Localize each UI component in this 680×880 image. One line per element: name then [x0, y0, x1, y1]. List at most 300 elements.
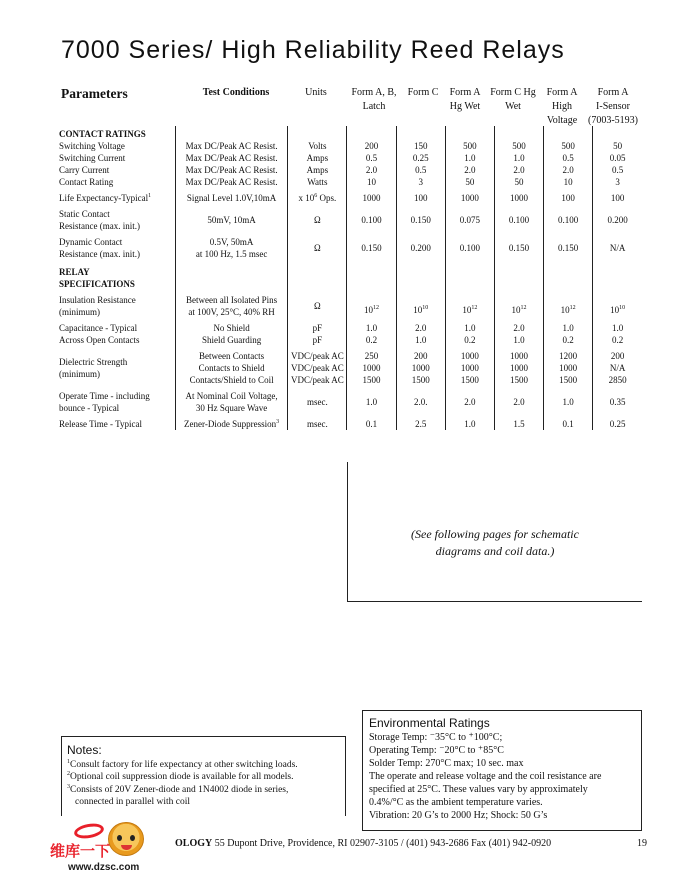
cell-line: 0.5 — [415, 165, 427, 175]
empty-cell — [593, 126, 642, 140]
cell-line: (minimum) — [59, 307, 100, 317]
unit-cell — [288, 418, 347, 430]
unit-cell — [288, 350, 347, 386]
cell-line: 0.25 — [609, 419, 626, 429]
value-cell — [544, 418, 593, 430]
value-cell — [347, 236, 396, 260]
cell-line: Ω — [314, 243, 321, 253]
cell-line: pF — [312, 335, 323, 345]
cell-line: 1000 — [411, 363, 430, 373]
value-exponent: 12 — [569, 305, 576, 311]
cell-line: VDC/peak AC — [290, 363, 344, 373]
cell-line: Ω — [314, 301, 321, 311]
cell-line: Shield Guarding — [201, 335, 262, 345]
cell-line: 1000 — [362, 363, 381, 373]
cell-line: 100 — [561, 193, 575, 203]
empty-cell — [288, 126, 347, 140]
parameters-header: Parameters — [61, 86, 128, 101]
value-cell — [544, 152, 593, 164]
table-row — [59, 208, 642, 232]
cell-line: 250 — [364, 351, 379, 361]
cell-line: Resistance (max. init.) — [59, 221, 140, 231]
value-cell — [593, 418, 642, 430]
value-cell — [544, 164, 593, 176]
cell-line: 200 — [610, 351, 625, 361]
section-title: CONTACT RATINGS — [59, 129, 146, 139]
env-line: specified at 25°C. These values vary by approximately — [369, 784, 588, 795]
empty-cell — [175, 126, 287, 140]
cell-line: 2850 — [608, 375, 627, 385]
cell-line: Max DC/Peak AC Resist. — [185, 165, 278, 175]
value-cell — [445, 152, 494, 164]
cell-line: 3 — [418, 177, 423, 187]
cell-line: 0.5V, 50mA — [209, 237, 254, 247]
header-line: Form C Hg — [490, 87, 536, 98]
value-cell — [347, 350, 396, 386]
cell-line: 0.2 — [365, 335, 378, 345]
footnote-marker: 3 — [276, 419, 280, 425]
cell-line: 1000 — [510, 351, 528, 361]
unit-cell — [288, 208, 347, 232]
value-cell — [445, 418, 494, 430]
cell-line: 1.0 — [562, 323, 574, 333]
note-item — [67, 759, 340, 772]
param-cell — [59, 294, 175, 318]
value-exponent: 12 — [373, 305, 380, 311]
value-cell — [445, 192, 494, 204]
unit-cell — [288, 164, 347, 176]
cell-line: 0.150 — [410, 215, 431, 225]
value-cell — [396, 176, 445, 188]
cell-line: 0.2 — [464, 335, 476, 345]
cell-line: 1.0 — [513, 153, 525, 163]
cell-line: 0.2 — [611, 335, 624, 345]
note-number: 2 — [67, 770, 70, 777]
cell-line: 10 — [367, 177, 377, 187]
value-cell — [396, 140, 445, 152]
cell-line: 50 — [514, 177, 524, 187]
value-cell — [396, 294, 445, 318]
environmental-title: Environmental Ratings — [369, 716, 490, 730]
section-title-line: RELAY — [59, 267, 90, 277]
cell-line: 0.150 — [508, 243, 530, 253]
unit-cell — [288, 236, 347, 260]
watermark-logo — [50, 822, 170, 878]
footer-address — [175, 838, 551, 849]
cell-line: Contact Rating — [59, 177, 114, 187]
env-line: Operating Temp: ⁻20°C to ⁺85°C — [369, 745, 504, 756]
cell-line: 0.150 — [361, 243, 382, 253]
header-line: I-Sensor — [596, 101, 630, 112]
empty-cell — [396, 126, 445, 140]
cell-line: Watts — [307, 177, 328, 187]
table-row — [59, 350, 642, 386]
cell-line: 1.0 — [513, 335, 525, 345]
cell-line: Across Open Contacts — [59, 335, 140, 345]
header-line: Form A — [546, 87, 578, 98]
param-cell — [59, 176, 175, 188]
value-cell — [347, 208, 396, 232]
empty-cell — [544, 126, 593, 140]
value-cell — [347, 152, 396, 164]
value-cell — [347, 390, 396, 414]
cell-line: 1000 — [510, 193, 528, 203]
cell-line: 0.2 — [562, 335, 574, 345]
param-cell — [59, 192, 175, 204]
empty-cell — [445, 126, 494, 140]
cell-line: 0.5 — [365, 153, 378, 163]
env-line: Storage Temp: ⁻35°C to ⁺100°C; — [369, 732, 503, 743]
cell-line: N/A — [609, 243, 626, 253]
env-line: Solder Temp: 270°C max; 10 sec. max — [369, 758, 524, 769]
cell-line: Switching Current — [59, 153, 126, 163]
header-line: (7003-5193) — [588, 115, 638, 126]
cell-line: at 100 Hz, 1.5 msec — [195, 249, 268, 259]
cell-line: 1.0 — [415, 335, 427, 345]
unit-cell — [288, 176, 347, 188]
footnote-marker: 1 — [148, 193, 152, 199]
value-cell — [396, 236, 445, 260]
value-cell — [593, 350, 642, 386]
cell-line: 2.0 — [513, 165, 525, 175]
cell-line: Static Contact — [59, 209, 110, 219]
empty-cell — [288, 264, 347, 290]
test-condition-cell — [175, 350, 287, 386]
value-cell — [494, 390, 543, 414]
watermark-chinese: 维库一下 — [50, 842, 111, 860]
unit-cell — [288, 192, 347, 204]
test-conditions-header: Test Conditions — [202, 87, 270, 98]
cell-line: 0.100 — [459, 243, 480, 253]
param-cell — [59, 390, 175, 414]
cell-line: N/A — [609, 363, 626, 373]
value-cell — [445, 390, 494, 414]
cell-line: 1.0 — [464, 153, 476, 163]
cell-line: 0.1 — [365, 419, 378, 429]
cell-line: 1000 — [559, 363, 578, 373]
cell-line: Contacts/Shield to Coil — [189, 375, 274, 385]
cell-line: (minimum) — [59, 369, 100, 379]
value-cell — [494, 140, 543, 152]
cell-line: 50 — [465, 177, 475, 187]
schematic-note-box — [347, 462, 642, 602]
header-line: Hg Wet — [449, 101, 481, 112]
cell-line: 0.25 — [412, 153, 429, 163]
cell-line: 0.5 — [611, 165, 624, 175]
cell-line: 0.05 — [609, 153, 626, 163]
cell-line: 2.0 — [464, 165, 476, 175]
empty-cell — [494, 264, 543, 290]
value-cell — [593, 322, 642, 346]
value-cell — [347, 140, 396, 152]
note-text: Consult factory for life expectancy at other switching loads. — [70, 759, 298, 770]
test-condition-cell — [175, 322, 287, 346]
test-condition-cell — [175, 152, 287, 164]
page-title: 7000 Series/ High Reliability Reed Relays — [61, 36, 565, 64]
value-cell — [593, 176, 642, 188]
value-cell — [494, 208, 543, 232]
cell-line: Amps — [306, 153, 329, 163]
value-cell — [347, 418, 396, 430]
cell-line: 2.0 — [513, 397, 525, 407]
header-line: Voltage — [546, 115, 578, 126]
value-exponent: 12 — [471, 305, 478, 311]
cell-line: 50mV, 10mA — [207, 215, 256, 225]
value-cell — [593, 294, 642, 318]
empty-cell — [347, 126, 396, 140]
cell-line: 0.100 — [558, 215, 579, 225]
cell-line: Release Time - Typical — [59, 419, 142, 429]
test-condition-cell — [175, 140, 287, 152]
cell-line: 0.100 — [361, 215, 382, 225]
value-cell — [445, 208, 494, 232]
cell-line: 0.150 — [558, 243, 579, 253]
value-cell — [593, 140, 642, 152]
cell-line: At Nominal Coil Voltage, — [185, 391, 278, 401]
cell-line: 0.075 — [459, 215, 480, 225]
cell-line: Carry Current — [59, 165, 110, 175]
value-cell — [494, 322, 543, 346]
value-cell — [445, 164, 494, 176]
schematic-note-line: (See following pages for schematic — [411, 527, 579, 541]
value-cell — [445, 350, 494, 386]
param-cell — [59, 350, 175, 386]
unit-text: Ops. — [317, 193, 337, 203]
value-cell — [494, 176, 543, 188]
param-cell — [59, 418, 175, 430]
value-exponent: 10 — [619, 305, 626, 311]
value-cell — [544, 192, 593, 204]
value-exponent: 12 — [520, 305, 527, 311]
empty-cell — [347, 264, 396, 290]
value-cell — [347, 322, 396, 346]
note-item — [67, 784, 340, 797]
table-row — [59, 418, 642, 430]
value-cell — [593, 236, 642, 260]
cell-line: Between all Isolated Pins — [185, 295, 278, 305]
header-line: Form A — [449, 87, 481, 98]
cell-line: VDC/peak AC — [290, 375, 344, 385]
cell-line: VDC/peak AC — [290, 351, 344, 361]
cell-line: 1500 — [411, 375, 430, 385]
table-row — [59, 164, 642, 176]
cell-line: 2.0. — [413, 397, 428, 407]
cell-line: 150 — [413, 141, 428, 151]
units-header: Units — [305, 87, 327, 98]
spec-table — [59, 126, 642, 430]
cell-line: 0.200 — [410, 243, 431, 253]
test-condition-text: Zener-Diode Suppression — [184, 419, 277, 429]
value-cell — [347, 192, 396, 204]
cell-line: 0.35 — [609, 397, 626, 407]
cell-line: Between Contacts — [198, 351, 265, 361]
cell-line: 1000 — [362, 193, 381, 203]
cell-line: Resistance (max. init.) — [59, 249, 140, 259]
cell-line: 0.1 — [562, 419, 574, 429]
cell-line: msec. — [306, 419, 328, 429]
header-line: Wet — [505, 101, 521, 112]
watermark-url: www.dzsc.com — [68, 862, 140, 873]
param-cell — [59, 140, 175, 152]
value-cell — [544, 140, 593, 152]
value-cell — [544, 236, 593, 260]
value-base: 10 — [364, 305, 374, 315]
value-cell — [396, 192, 445, 204]
value-cell — [347, 164, 396, 176]
cell-line: 50 — [613, 141, 623, 151]
test-condition-cell — [175, 390, 287, 414]
cell-line: 1000 — [460, 193, 479, 203]
cell-line: Contacts to Shield — [198, 363, 265, 373]
value-cell — [593, 208, 642, 232]
cell-line: 2.0 — [562, 165, 574, 175]
cell-line: 30 Hz Square Wave — [195, 403, 268, 413]
value-cell — [445, 140, 494, 152]
cell-line: 10 — [563, 177, 573, 187]
page-number: 19 — [637, 838, 647, 849]
section-row — [59, 126, 642, 140]
value-cell — [347, 294, 396, 318]
value-cell — [544, 294, 593, 318]
section-title-line: SPECIFICATIONS — [59, 279, 135, 289]
table-row — [59, 192, 642, 204]
cell-line: 2.5 — [415, 419, 427, 429]
cell-line: 2.0 — [415, 323, 427, 333]
cell-line: 0.100 — [508, 215, 530, 225]
cell-line: 500 — [512, 141, 526, 151]
table-row — [59, 176, 642, 188]
logo-ring-icon — [73, 822, 105, 841]
cell-line: 2.0 — [365, 165, 378, 175]
empty-cell — [593, 264, 642, 290]
value-cell — [396, 152, 445, 164]
unit-text: x 10 — [298, 193, 315, 203]
notes-box — [61, 736, 346, 816]
note-continuation: connected in parallel with coil — [75, 797, 191, 807]
cell-line: Dynamic Contact — [59, 237, 123, 247]
cell-line: 200 — [413, 351, 428, 361]
cell-line: Max DC/Peak AC Resist. — [185, 177, 278, 187]
value-cell — [347, 176, 396, 188]
cell-line: Max DC/Peak AC Resist. — [185, 141, 278, 151]
schematic-note — [348, 526, 642, 560]
note-text: Optional coil suppression diode is available for all models. — [70, 772, 294, 782]
header-line: Form C — [407, 87, 439, 98]
cell-line: 1000 — [460, 363, 479, 373]
table-row — [59, 236, 642, 260]
cell-line: 1500 — [362, 375, 381, 385]
empty-cell — [494, 126, 543, 140]
cell-line: Max DC/Peak AC Resist. — [185, 153, 278, 163]
unit-cell — [288, 140, 347, 152]
cell-line: 1.5 — [513, 419, 525, 429]
empty-cell — [445, 264, 494, 290]
cell-line: 1.0 — [464, 323, 476, 333]
value-cell — [494, 294, 543, 318]
value-cell — [396, 208, 445, 232]
cell-line: 100 — [413, 193, 428, 203]
value-cell — [494, 418, 543, 430]
param-cell — [59, 208, 175, 232]
cell-line: 1000 — [460, 351, 479, 361]
value-base: 10 — [462, 305, 472, 315]
col-form-a-high-voltage-header — [538, 86, 586, 128]
env-line: The operate and release voltage and the coil resistance are — [369, 771, 602, 782]
header-line: High — [552, 101, 572, 112]
value-cell — [494, 152, 543, 164]
cell-line: 200 — [364, 141, 379, 151]
value-base: 10 — [610, 305, 620, 315]
value-cell — [593, 152, 642, 164]
cell-line: No Shield — [213, 323, 250, 333]
value-cell — [445, 322, 494, 346]
cell-line: 1.0 — [611, 323, 624, 333]
header-line: Form A, B, — [351, 87, 397, 98]
cell-line: 1.0 — [562, 397, 574, 407]
value-cell — [396, 322, 445, 346]
test-condition-cell — [175, 176, 287, 188]
cell-line: Switching Voltage — [59, 141, 125, 151]
col-form-c-hg-wet-header — [485, 86, 541, 114]
cell-line: 500 — [561, 141, 575, 151]
value-cell — [396, 418, 445, 430]
environmental-ratings-box — [362, 710, 642, 831]
value-cell — [593, 390, 642, 414]
cell-line: 0.200 — [607, 215, 628, 225]
cell-line: 0.5 — [562, 153, 574, 163]
cell-line: 1200 — [559, 351, 578, 361]
cell-line: Signal Level 1.0V,10mA — [186, 193, 277, 203]
header-line: Latch — [362, 101, 386, 112]
table-row — [59, 322, 642, 346]
col-form-c-header — [401, 86, 445, 100]
empty-cell — [396, 264, 445, 290]
value-cell — [593, 192, 642, 204]
cell-line: 2.0 — [464, 397, 476, 407]
section-title — [59, 264, 175, 290]
cell-line: msec. — [306, 397, 328, 407]
value-cell — [445, 176, 494, 188]
unit-cell — [288, 390, 347, 414]
cell-line: 2.0 — [513, 323, 525, 333]
value-cell — [396, 350, 445, 386]
cell-line: Insulation Resistance — [59, 295, 136, 305]
value-cell — [544, 350, 593, 386]
cell-line: Life Expectancy-Typical — [59, 193, 149, 203]
env-line: Vibration: 20 G’s to 2000 Hz; Shock: 50 G’s — [369, 810, 548, 821]
value-cell — [544, 208, 593, 232]
mascot-icon — [108, 822, 144, 856]
cell-line: pF — [312, 323, 323, 333]
empty-cell — [544, 264, 593, 290]
col-form-a-i-sensor-header — [584, 86, 642, 128]
cell-line: bounce - Typical — [59, 403, 120, 413]
note-item — [67, 771, 340, 784]
test-condition-cell — [175, 164, 287, 176]
section-row — [59, 264, 642, 290]
footer-brand: OLOGY — [175, 838, 213, 849]
test-condition-cell — [175, 418, 287, 430]
test-condition-cell — [175, 208, 287, 232]
value-cell — [593, 164, 642, 176]
schematic-note-line: diagrams and coil data.) — [435, 544, 555, 558]
header-line: Form A — [597, 87, 629, 98]
table-row — [59, 294, 642, 318]
note-number: 3 — [67, 783, 70, 790]
param-cell — [59, 164, 175, 176]
value-cell — [396, 390, 445, 414]
value-cell — [544, 176, 593, 188]
